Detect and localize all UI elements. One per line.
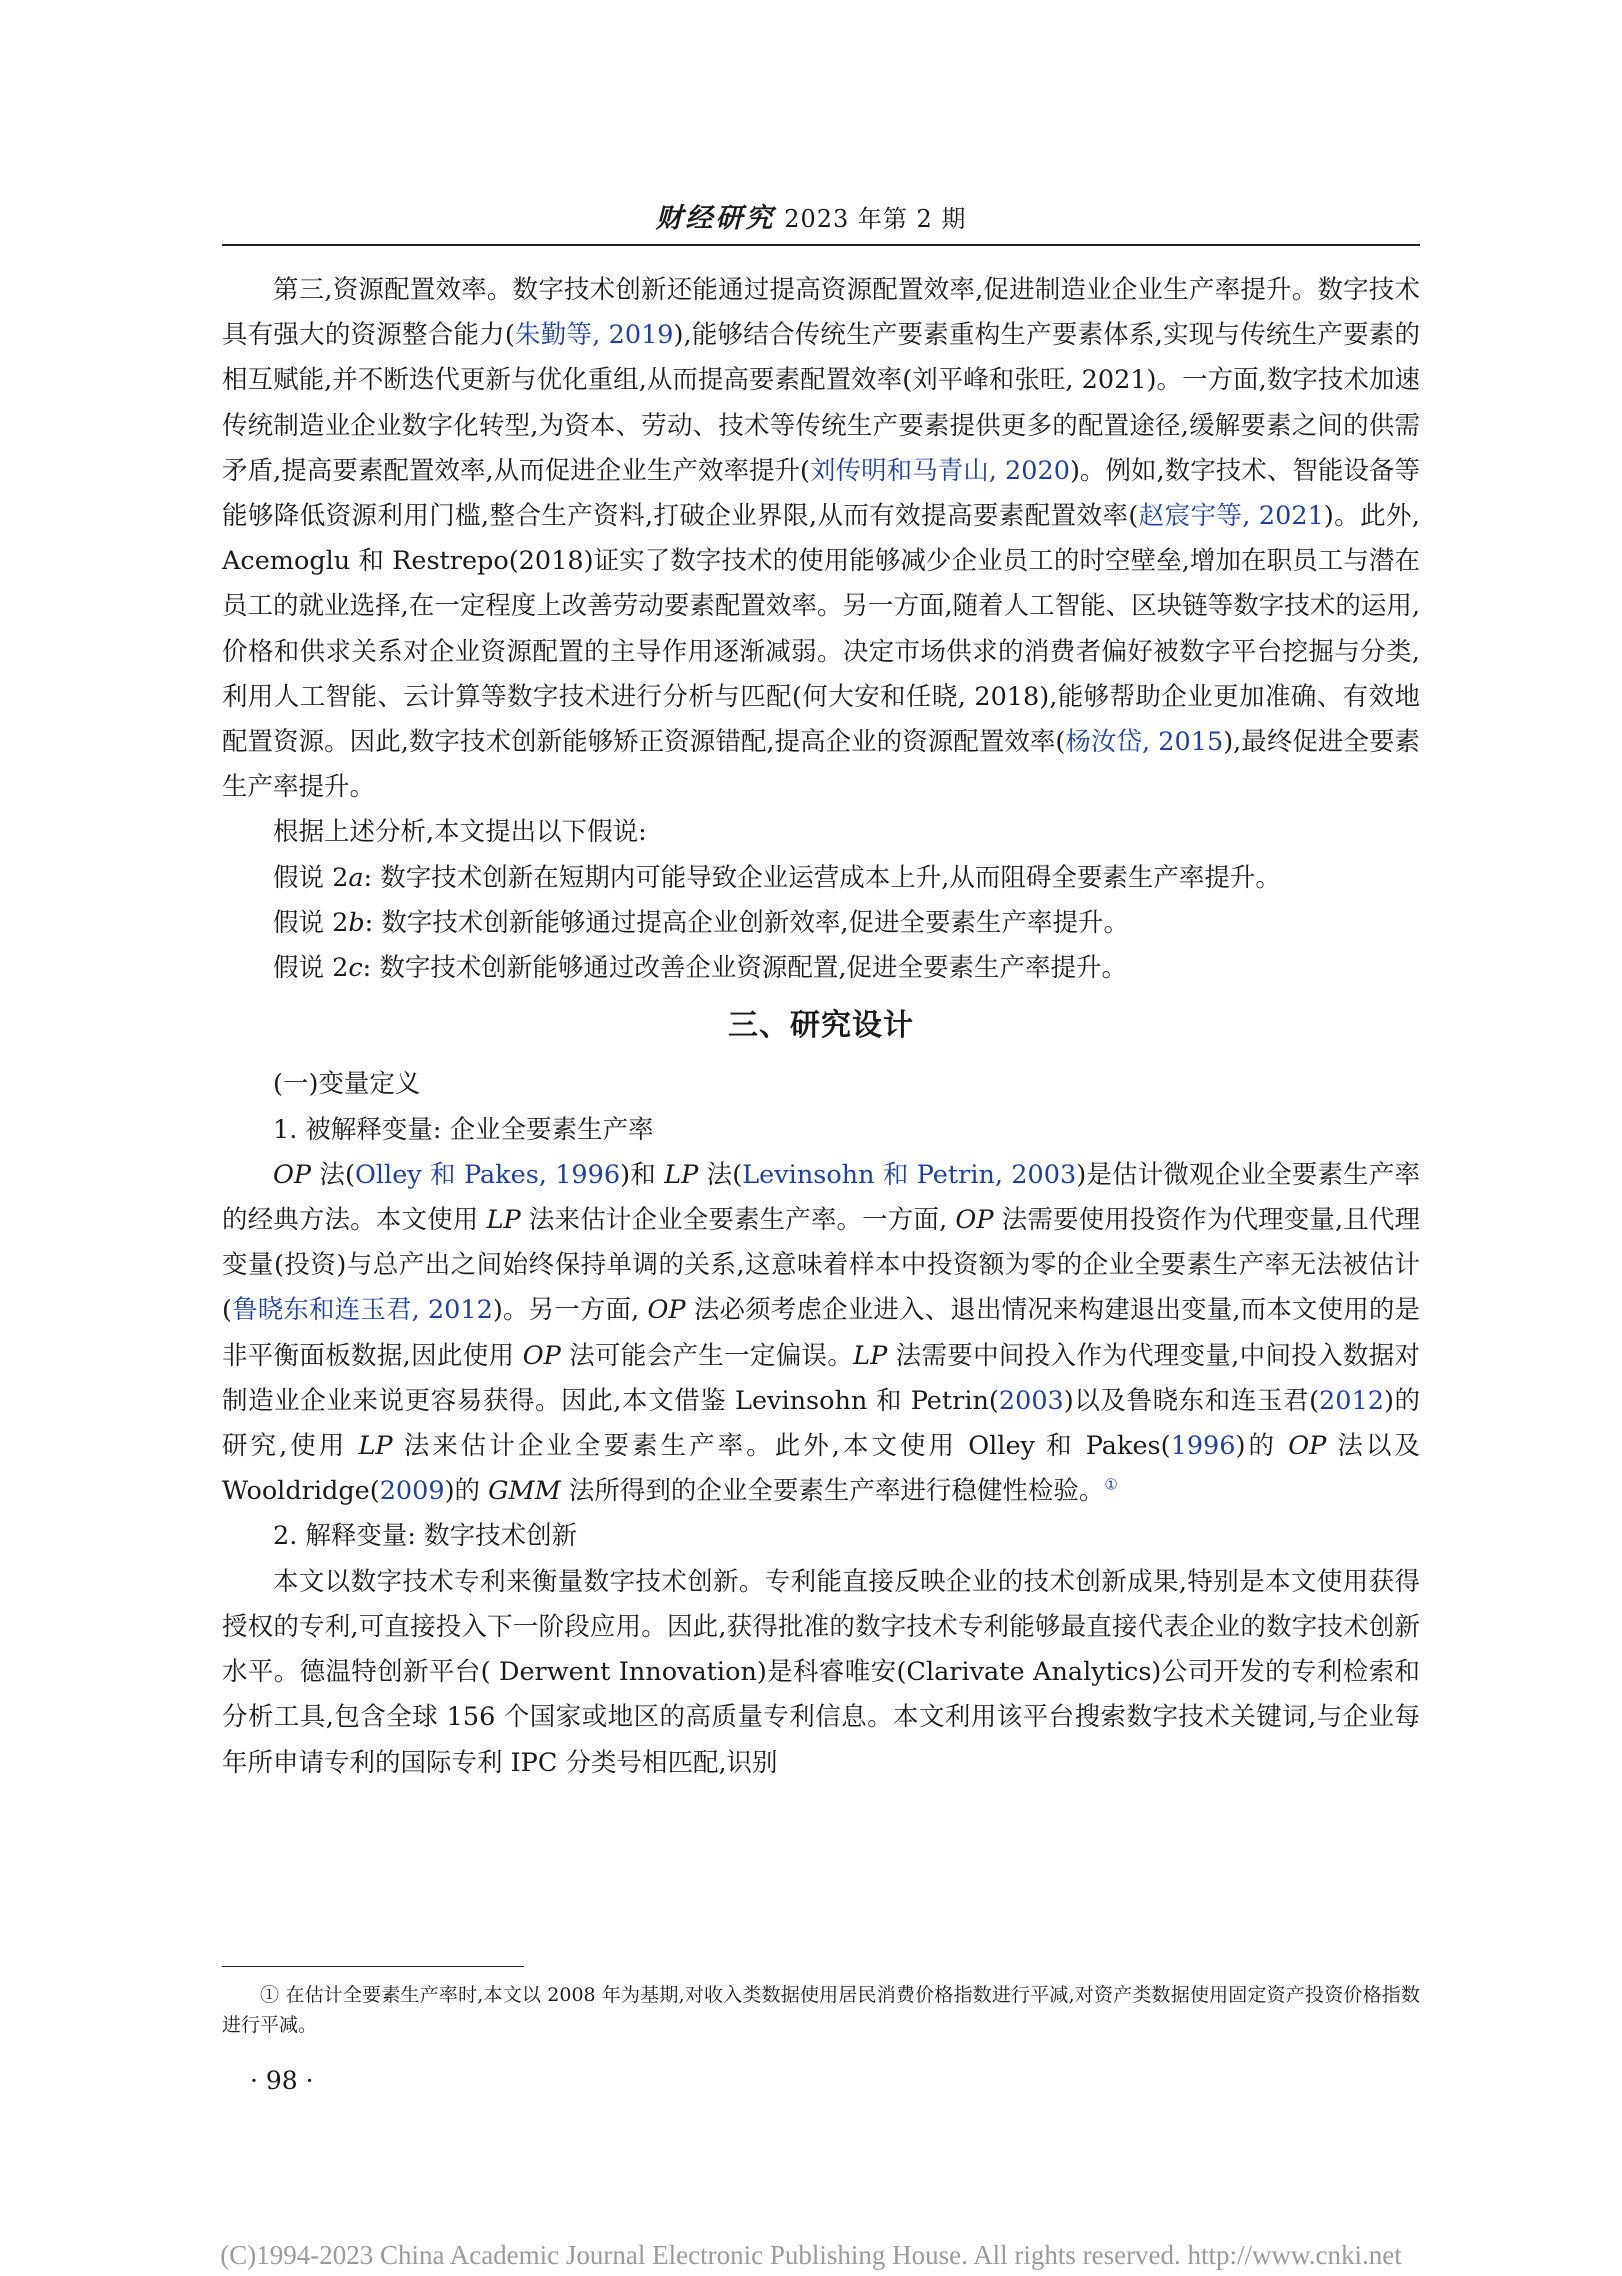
term-op: OP [273,1159,312,1190]
text-run: )和 [620,1159,665,1190]
text-run: )。此外, Acemoglu 和 Restrepo(2018)证实了数字技术的使用能够减少企业员工的时空壁垒,增加在职员工与潜在员工的就业选择,在一定程度上改善劳动要素配置效率。另一方面,随着人工智能、区块链等数字技术的运用,价格和供求关系对企业资源配置的主导作用逐渐减弱。决定市场供求的消费者偏好被数字平台挖掘与分类,利用人工智能、云计算等数字技术进行分析与匹配(何大安和任晓, 2018),能够帮助企业更加准确、有效地配置资源。因此,数字技术创新能够矫正资源错配,提高企业的资源配置效率( [222,501,1420,758]
hypothesis-letter: a [348,862,364,893]
text-run: ),能够结合传统生产要素重构生产要素体系,实现与传统生产要素的相互赋能,并不断迭代更新与优化重组,从而提高要素配置效率(刘平峰和张旺, 2021)。一方面,数字技术加速传统制造业企业数字化转型,为资本、劳动、技术等传统生产要素提供更多的配置途径,缓解要素之间的供需矛盾,提高要素配置效率,从而促进企业生产效率提升( [222,320,1421,486]
term-lp: LP [664,1159,699,1190]
term-gmm: GMM [488,1476,561,1507]
citation-link[interactable]: 鲁晓东和连玉君, 2012 [231,1295,493,1326]
text-run: ),最终促进全要素生产率提升。 [222,727,1420,803]
citation-link[interactable]: Levinsohn 和 Petrin, 2003 [742,1159,1077,1190]
text-run: 法来估计企业全要素生产率。一方面, [520,1205,956,1236]
copyright-notice: (C)1994-2023 China Academic Journal Electronic Publishing House. All rights reserved. http://www.cnki.net [220,2240,1402,2270]
text-run: )的 [444,1476,489,1507]
text-run: 法必须考虑企业进入、退出情况来构建退出变量,而本文使用的是非平衡面板数据,因此使用 [222,1295,1420,1371]
section-title: 三、研究设计 [728,1008,914,1044]
text-run: 法所得到的企业全要素生产率进行稳健性检验。 [560,1476,1105,1507]
subsection-heading: (一)变量定义 [273,1069,421,1100]
term-lp: LP [853,1340,888,1371]
text-run: 法可能会产生一定偏误。 [560,1340,854,1371]
hypothesis-letter: b [348,907,365,938]
citation-link[interactable]: 朱勤等, 2019 [514,320,674,351]
page-number: · 98 · [250,2066,314,2095]
text-run: 法以及 Wooldridge( [222,1431,1420,1507]
footnote-text: ① 在估计全要素生产率时,本文以 2008 年为基期,对收入类数据使用居民消费价格指数进行平减,对资产类数据使用固定资产投资价格指数进行平减。 [222,1984,1420,2036]
citation-year-link[interactable]: 2009 [379,1476,445,1507]
citation-link[interactable]: 赵宸宇等, 2021 [1138,501,1324,532]
text-run: 法( [311,1159,355,1190]
text-run: 法需要中间投入作为代理变量,中间投入数据对制造业企业来说更容易获得。因此,本文借鉴 Levinsohn 和 Petrin( [222,1340,1420,1416]
footnote-rule [222,1966,524,1967]
header-rule [222,244,1420,246]
citation-link[interactable]: 刘传明和马青山, 2020 [810,455,1070,486]
term-op: OP [522,1340,561,1371]
text-run: )。另一方面, [492,1295,648,1326]
hypothesis-2a [222,856,1420,901]
text-run: )以及鲁晓东和连玉君( [1063,1385,1320,1416]
text-run: 法需要使用投资作为代理变量,且代理变量(投资)与总产出之间始终保持单调的关系,这意味着样本中投资额为零的企业全要素生产率无法被估计( [222,1205,1420,1326]
hypothesis-label: 假说 2 [273,907,349,938]
item-heading-dependent-variable: 1. 被解释变量: 企业全要素生产率 [273,1114,654,1145]
hypotheses-intro: 根据上述分析,本文提出以下假说: [273,817,647,848]
term-op: OP [647,1295,686,1326]
text-run: )。例如,数字技术、智能设备等能够降低资源利用门槛,整合生产资料,打破企业界限,从而有效提高要素配置效率( [222,455,1421,532]
term-lp: LP [486,1205,521,1236]
citation-link[interactable]: 杨汝岱, 2015 [1065,727,1224,758]
hypothesis-2c [222,946,1420,991]
hypothesis-text: : 数字技术创新能够通过改善企业资源配置,促进全要素生产率提升。 [362,953,1127,984]
term-lp: LP [358,1431,393,1462]
paragraph-tfp-method [222,1153,1420,1515]
text-run: 第三,资源配置效率。数字技术创新还能通过提高资源配置效率,促进制造业企业生产率提升。数字技术具有强大的资源整合能力( [222,275,1420,351]
article-body [222,268,1420,1786]
term-op: OP [1288,1431,1327,1462]
item-heading-explanatory-variable: 2. 解释变量: 数字技术创新 [273,1521,578,1552]
hypothesis-letter: c [348,953,363,984]
issue-label: 2023 年第 2 期 [784,205,967,233]
text-run: 法( [698,1159,743,1190]
footnote [222,1980,1420,2040]
citation-year-link[interactable]: 1996 [1170,1431,1236,1462]
hypothesis-text: : 数字技术创新在短期内可能导致企业运营成本上升,从而阻碍全要素生产率提升。 [363,862,1281,893]
paragraph-digital-patents: 本文以数字技术专利来衡量数字技术创新。专利能直接反映企业的技术创新成果,特别是本文使用获得授权的专利,可直接投入下一阶段应用。因此,获得批准的数字技术专利能够最直接代表企业的数字技术创新水平。德温特创新平台( Derwent Innovation)是科睿唯安(Clarivate Analytics)公司开发的专利检索和分析工具,包含全球 156 个国家或地区的高质量专利信息。本文利用该平台搜索数字技术关键词,与企业每年所申请专利的国际专利 IPC 分类号相匹配,识别 [222,1566,1420,1778]
paragraph-resource-allocation [222,268,1420,810]
citation-link[interactable]: Olley 和 Pakes, 1996 [355,1159,621,1190]
footnote-ref-link[interactable]: ① [1104,1475,1118,1494]
hypothesis-label: 假说 2 [273,862,349,893]
hypothesis-2b [222,901,1420,946]
hypothesis-text: : 数字技术创新能够通过提高企业创新效率,促进全要素生产率提升。 [364,907,1129,938]
term-op: OP [955,1205,994,1236]
running-header [0,196,1622,235]
journal-name: 财经研究 [655,203,776,234]
citation-year-link[interactable]: 2003 [998,1385,1064,1416]
text-run: )的研究,使用 [222,1385,1420,1462]
text-run: )是估计微观企业全要素生产率的经典方法。本文使用 [222,1159,1421,1236]
text-run: 法来估计企业全要素生产率。此外,本文使用 Olley 和 Pakes( [392,1431,1171,1462]
text-run: )的 [1235,1431,1289,1462]
hypothesis-label: 假说 2 [273,953,349,984]
citation-year-link[interactable]: 2012 [1319,1385,1384,1416]
